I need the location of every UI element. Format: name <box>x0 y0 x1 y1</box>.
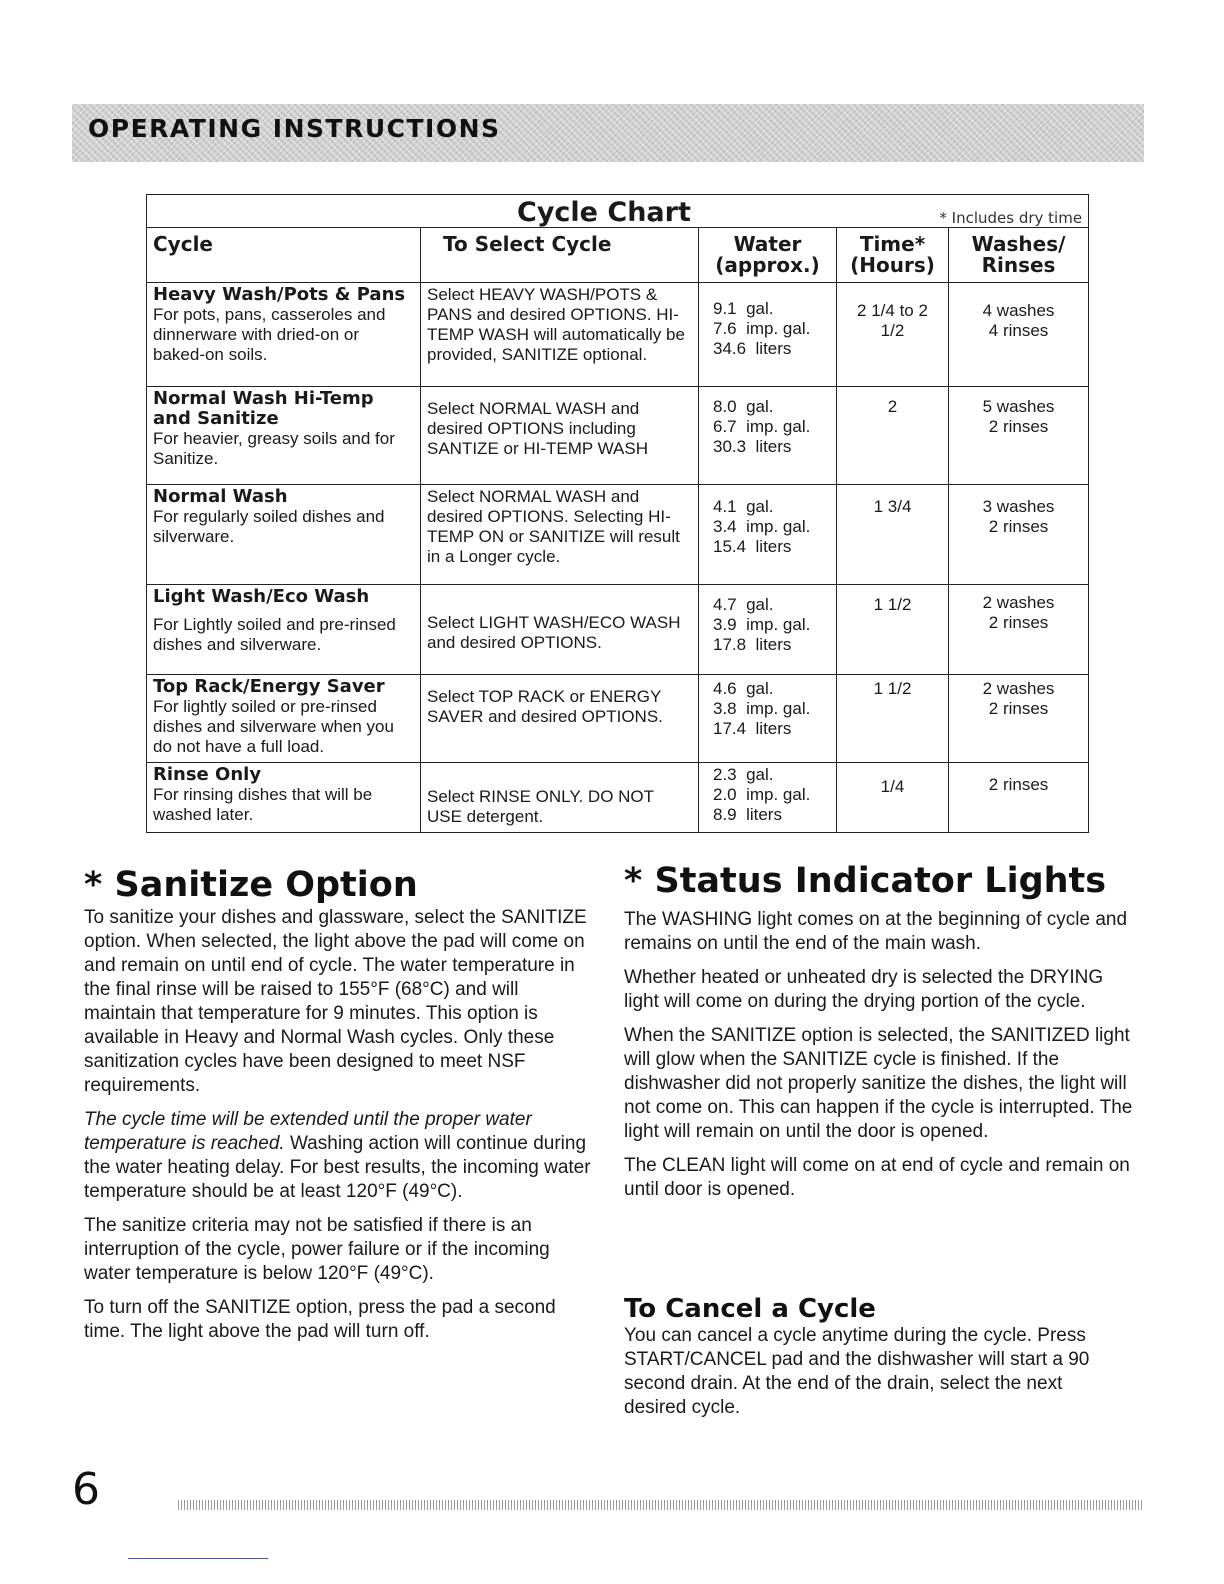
rinse-count: 2 rinses <box>988 613 1049 632</box>
cycle-time: 2 1/4 to 2 1/2 <box>837 283 949 387</box>
water-imp-gallons: 3.9 imp. gal. <box>713 615 811 634</box>
chart-title-row <box>147 195 1089 228</box>
water-imp-gallons: 3.4 imp. gal. <box>713 517 811 536</box>
col-header-cycle: Cycle <box>147 228 421 283</box>
sanitize-italic-note: The cycle time will be extended until the proper water temperature is reached. <box>84 1109 532 1154</box>
water-liters: 17.4 liters <box>713 719 792 738</box>
col-header-select: To Select Cycle <box>421 228 699 283</box>
status-paragraph-3: When the SANITIZE option is selected, the SANITIZED light will glow when the SANITIZE cycle is finished. If the dishwasher did not properly sanitize the dishes, the light will not come on. This can happen if the cycle is interrupted. The light will remain on until the door is opened. <box>624 1025 1133 1142</box>
water-imp-gallons: 7.6 imp. gal. <box>713 319 811 338</box>
table-row <box>147 585 1089 675</box>
cycle-name: Normal Wash Hi-Temp and Sanitize <box>153 388 374 429</box>
cancel-paragraph: You can cancel a cycle anytime during the cycle. Press START/CANCEL pad and the dishwasher will start a 90 second drain. At the end of the drain, select the next desired cycle. <box>624 1325 1090 1418</box>
page-title: OPERATING INSTRUCTIONS <box>88 114 501 143</box>
cycle-time: 1 1/2 <box>837 585 949 675</box>
sanitize-paragraph-2 <box>84 1108 594 1204</box>
water-gallons: 4.7 gal. <box>713 595 774 614</box>
cycle-description: For lightly soiled or pre-rinsed dishes and silverware when you do not have a full load. <box>153 697 394 756</box>
water-gallons: 4.6 gal. <box>713 679 774 698</box>
chart-header-row <box>147 228 1089 283</box>
status-paragraph-1: The WASHING light comes on at the beginning of cycle and remains on until the end of the main wash. <box>624 909 1128 954</box>
water-imp-gallons: 2.0 imp. gal. <box>713 785 811 804</box>
table-row <box>147 485 1089 585</box>
wash-count: 3 washes <box>982 497 1055 516</box>
sanitize-section <box>84 906 594 1354</box>
status-paragraph-2: Whether heated or unheated dry is selected the DRYING light will come on during the drying portion of the cycle. <box>624 967 1104 1012</box>
cancel-section <box>624 1324 1124 1430</box>
cycle-name: Rinse Only <box>153 764 262 785</box>
water-liters: 34.6 liters <box>713 339 792 358</box>
water-gallons: 2.3 gal. <box>713 765 774 784</box>
table-row <box>147 763 1089 833</box>
cycle-chart-table <box>146 194 1089 833</box>
select-instructions: Select TOP RACK or ENERGY SAVER and desired OPTIONS. <box>421 675 699 763</box>
cycle-name: Top Rack/Energy Saver <box>153 676 385 697</box>
sanitize-heading: * Sanitize Option <box>84 865 418 905</box>
cycle-time: 1 1/2 <box>837 675 949 763</box>
rinse-count: 2 rinses <box>988 417 1049 436</box>
cycle-time: 2 <box>837 387 949 485</box>
cycle-description: For regularly soiled dishes and silverware. <box>153 507 385 546</box>
cycle-time: 1/4 <box>837 763 949 833</box>
rinse-count: 4 rinses <box>988 321 1049 340</box>
footer-rule <box>178 1500 1144 1510</box>
wash-count: 2 rinses <box>988 775 1049 794</box>
table-row <box>147 387 1089 485</box>
select-instructions: Select NORMAL WASH and desired OPTIONS including SANTIZE or HI-TEMP WASH <box>421 387 699 485</box>
table-row <box>147 283 1089 387</box>
wash-count: 2 washes <box>982 593 1055 612</box>
table-row <box>147 675 1089 763</box>
section-banner <box>72 104 1144 162</box>
wash-count: 2 washes <box>982 679 1055 698</box>
sanitize-paragraph-3: The sanitize criteria may not be satisfied if there is an interruption of the cycle, power failure or if the incoming water temperature is below 120°F (49°C). <box>84 1215 550 1284</box>
select-instructions: Select LIGHT WASH/ECO WASH and desired OPTIONS. <box>421 585 699 675</box>
water-liters: 17.8 liters <box>713 635 792 654</box>
water-gallons: 8.0 gal. <box>713 397 774 416</box>
page-number: 6 <box>72 1464 100 1515</box>
select-instructions: Select HEAVY WASH/POTS & PANS and desired OPTIONS. HI-TEMP WASH will automatically be provided, SANITIZE optional. <box>421 283 699 387</box>
water-gallons: 4.1 gal. <box>713 497 774 516</box>
footer-link-underline <box>128 1558 268 1559</box>
water-imp-gallons: 6.7 imp. gal. <box>713 417 811 436</box>
status-paragraph-4: The CLEAN light will come on at end of cycle and remain on until door is opened. <box>624 1155 1130 1200</box>
sanitize-paragraph-4: To turn off the SANITIZE option, press the pad a second time. The light above the pad will turn off. <box>84 1297 556 1342</box>
chart-title: Cycle Chart <box>517 197 691 228</box>
col-header-water: Water (approx.) <box>699 228 837 283</box>
cycle-time: 1 3/4 <box>837 485 949 585</box>
water-gallons: 9.1 gal. <box>713 299 774 318</box>
water-liters: 30.3 liters <box>713 437 792 456</box>
rinse-count: 2 rinses <box>988 517 1049 536</box>
wash-count: 5 washes <box>982 397 1055 416</box>
cycle-description: For rinsing dishes that will be washed later. <box>153 785 373 824</box>
select-instructions: Select NORMAL WASH and desired OPTIONS. Selecting HI-TEMP ON or SANITIZE will result in a Longer cycle. <box>421 485 699 585</box>
sanitize-paragraph-2-text: Washing action will continue during the water heating delay. For best results, the incoming water temperature should be at least 120°F (49°C). <box>84 1133 591 1202</box>
wash-count: 4 washes <box>982 301 1055 320</box>
water-liters: 15.4 liters <box>713 537 792 556</box>
select-instructions: Select RINSE ONLY. DO NOT USE detergent. <box>421 763 699 833</box>
cycle-description: For heavier, greasy soils and for Sanitize. <box>153 429 395 468</box>
status-heading: * Status Indicator Lights <box>624 861 1107 901</box>
chart-note: * Includes dry time <box>939 209 1083 227</box>
cycle-name: Light Wash/Eco Wash <box>153 586 370 607</box>
col-header-time: Time* (Hours) <box>837 228 949 283</box>
cancel-heading: To Cancel a Cycle <box>624 1294 876 1324</box>
col-header-washes: Washes/ Rinses <box>949 228 1089 283</box>
water-imp-gallons: 3.8 imp. gal. <box>713 699 811 718</box>
sanitize-paragraph-1: To sanitize your dishes and glassware, select the SANITIZE option. When selected, the light above the pad will come on and remain on until end of cycle. The water temperature in the final rinse will be raised to 155°F (68°C) and will maintain that temperature for 9 minutes. This option is available in Heavy and Normal Wash cycles. Only these sanitization cycles have been designed to meet NSF requirements. <box>84 907 587 1096</box>
rinse-count: 2 rinses <box>988 699 1049 718</box>
water-liters: 8.9 liters <box>713 805 782 824</box>
cycle-name: Heavy Wash/Pots & Pans <box>153 284 406 305</box>
cycle-description: For Lightly soiled and pre-rinsed dishes and silverware. <box>153 615 396 654</box>
status-section <box>624 908 1136 1212</box>
cycle-description: For pots, pans, casseroles and dinnerware with dried-on or baked-on soils. <box>153 305 386 364</box>
cycle-name: Normal Wash <box>153 486 288 507</box>
